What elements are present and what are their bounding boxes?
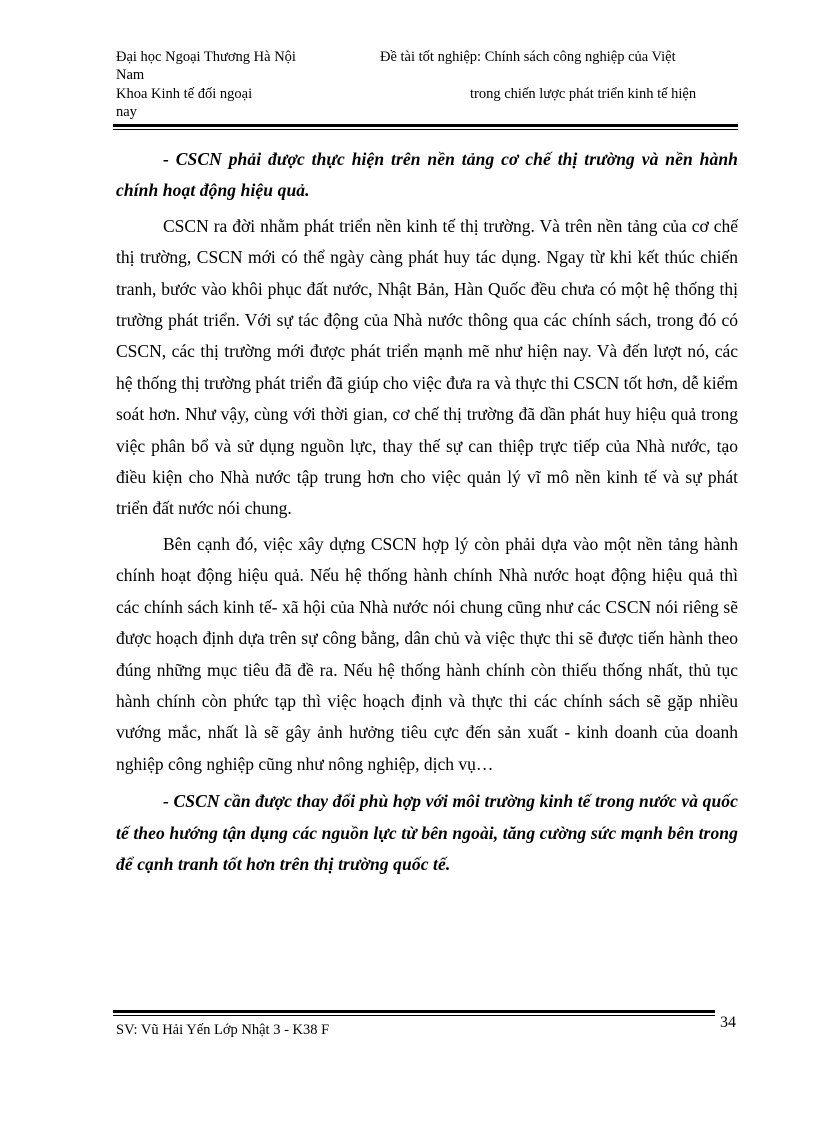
footer-student: SV: Vũ Hải Yến Lớp Nhật 3 - K38 F <box>116 1022 330 1038</box>
body-paragraph: CSCN ra đời nhằm phát triển nền kinh tế thị trường. Và trên nền tảng của cơ chế thị trường, CSCN mới có thể ngày càng phát huy tác dụng. Ngay từ khi kết thúc chiến tranh, bước vào khôi phục đất nước, Nhật Bản, Hàn Quốc đều chưa có một hệ thống thị trường phát triển. Với sự tác động của Nhà nước thông qua các chính sách, trong đó có CSCN, các thị trường mới được phát triển mạnh mẽ như hiện nay. Và đến lượt nó, các hệ thống thị trường phát triển đã giúp cho việc đưa ra và thực thi CSCN tốt hơn, dễ kiểm soát hơn. Như vậy, cùng với thời gian, cơ chế thị trường đã dần phát huy hiệu quả trong việc phân bổ và sử dụng nguồn lực, thay thế sự can thiệp trực tiếp của Nhà nước, tạo điều kiện cho Nhà nước tập trung hơn cho việc quản lý vĩ mô nền kinh tế và sự phát triển đất nước nói chung. <box>116 215 738 519</box>
page-body <box>116 144 738 884</box>
header-thesis-title-line1: Đề tài tốt nghiệp: Chính sách công nghiệp của Việt <box>380 49 676 65</box>
footer-divider <box>113 1010 715 1013</box>
header-university-wrap: Nam <box>116 67 145 83</box>
header-faculty-wrap: nay <box>116 104 137 120</box>
page-number: 34 <box>720 1014 736 1031</box>
section-heading: - CSCN cần được thay đổi phù hợp với môi trường kinh tế trong nước và quốc tế theo hướng tận dụng các nguồn lực từ bên ngoài, tăng cường sức mạnh bên trong để cạnh tranh tốt hơn trên thị trường quốc tế. <box>116 791 738 874</box>
section-heading: - CSCN phải được thực hiện trên nền tảng cơ chế thị trường và nền hành chính hoạt động hiệu quả. <box>116 149 738 201</box>
body-paragraph: Bên cạnh đó, việc xây dựng CSCN hợp lý còn phải dựa vào một nền tảng hành chính hoạt động hiệu quả. Nếu hệ thống hành chính Nhà nước hoạt động hiệu quả thì các chính sách kinh tế- xã hội của Nhà nước nói chung cũng như các CSCN nói riêng sẽ được hoạch định dựa trên sự công bằng, dân chủ và việc thực thi sẽ được tiến hành theo đúng những mục tiêu đã đề ra. Nếu hệ thống hành chính còn thiếu thống nhất, thủ tục hành chính còn phức tạp thì việc hoạch định và thực thi các chính sách sẽ gặp nhiều vướng mắc, nhất là sẽ gây ảnh hưởng tiêu cực đến sản xuất - kinh doanh của doanh nghiệp công nghiệp cũng như nông nghiệp, dịch vụ… <box>116 533 738 774</box>
header-thesis-title-line2: trong chiến lược phát triển kinh tế hiện <box>470 86 697 102</box>
header-faculty: Khoa Kinh tế đối ngoại <box>116 86 253 102</box>
header-divider-thin <box>113 129 738 130</box>
header-university: Đại học Ngoại Thương Hà Nội <box>116 49 296 65</box>
header-divider <box>113 124 738 127</box>
footer-divider-thin <box>113 1015 715 1016</box>
